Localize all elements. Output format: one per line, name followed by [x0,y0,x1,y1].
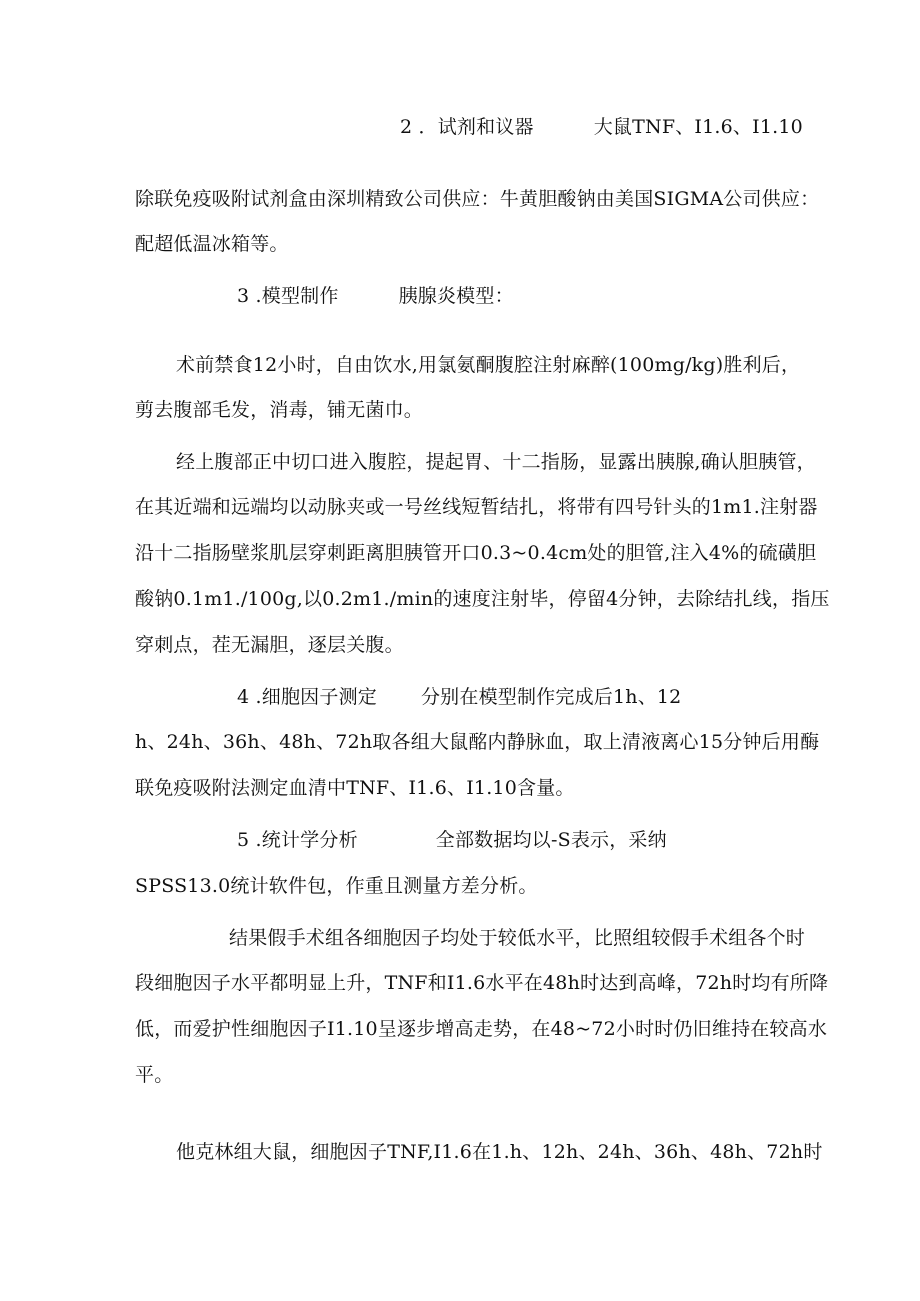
section-3-header-line [237,283,514,309]
section-2-header-line [400,114,803,140]
section-5-line-1: SPSS13.0统计软件包，作重且测量方差分析。 [135,875,538,897]
section-3-p2-line-5: 穿刺点，茬无漏胆，逐层关腹。 [135,634,404,656]
section-4-line-1: h、24h、36h、48h、72h取各组大鼠酩内静脉血，取上清液离心15分钟后用酶 [135,731,820,753]
results-p1-line-2: 段细胞因子水平都明显上升，TNF和I1.6水平在48h时达到高峰，72h时均有所降 [135,972,829,994]
section-2-intro: 大鼠TNF、I1.6、I1.10 [593,116,803,138]
section-5-heading: 5 .统计学分析 [237,829,358,851]
section-4-line-2: 联免疫吸附法测定血清中TNF、I1.6、I1.10含量。 [135,777,575,799]
section-2-heading: 2 ．试剂和议器 [400,116,534,138]
section-2-line-2: 配超低温冰箱等。 [135,233,289,255]
section-3-p1-line-2: 剪去腹部毛发，消毒，铺无菌巾。 [135,399,424,421]
results-p1-line-1: 结果假手术组各细胞因子均处于较低水平，比照组较假手术组各个时 [229,927,806,949]
results-p1-line-4: 平。 [135,1064,174,1086]
section-5-intro: 全部数据均以-S表示，采纳 [435,829,667,851]
section-2-line-1: 除联免疫吸附试剂盒由深圳精致公司供应：牛黄胆酸钠由美国SIGMA公司供应： [135,188,820,210]
section-3-heading: 3 .模型制作 [237,285,339,307]
section-4-heading: 4 .细胞因子测定 [237,686,377,708]
section-5-header-line [237,827,667,853]
section-3-p1-line-1: 术前禁食12小时，自由饮水,用氯氨酮腹腔注射麻醉(100mg/kg)胜利后， [176,354,801,376]
section-3-p2-line-3: 沿十二指肠壁浆肌层穿刺距离胆胰管开口0.3~0.4cm处的胆管,注入4%的硫磺胆 [135,542,817,564]
section-4-header-line [237,684,681,710]
section-3-intro: 胰腺炎模型： [398,285,514,307]
section-3-p2-line-4: 酸钠0.1m1./100g,以0.2m1./min的速度注射毕，停留4分钟，去除结扎线，指压 [135,588,830,610]
section-3-p2-line-1: 经上腹部正中切口进入腹腔，提起胃、十二指肠，显露出胰腺,确认胆胰管， [176,451,816,473]
section-3-p2-line-2: 在其近端和远端均以动脉夹或一号丝线短暂结扎，将带有四号针头的1m1.注射器 [135,496,818,518]
section-4-intro: 分别在模型制作完成后1h、12 [420,686,682,708]
results-p2-line-1: 他克林组大鼠，细胞因子TNF,I1.6在1.h、12h、24h、36h、48h、72h时 [176,1141,823,1163]
results-p1-line-3: 低，而爱护性细胞因子I1.10呈逐步增高走势，在48~72小时时仍旧维持在较高水 [135,1018,828,1040]
